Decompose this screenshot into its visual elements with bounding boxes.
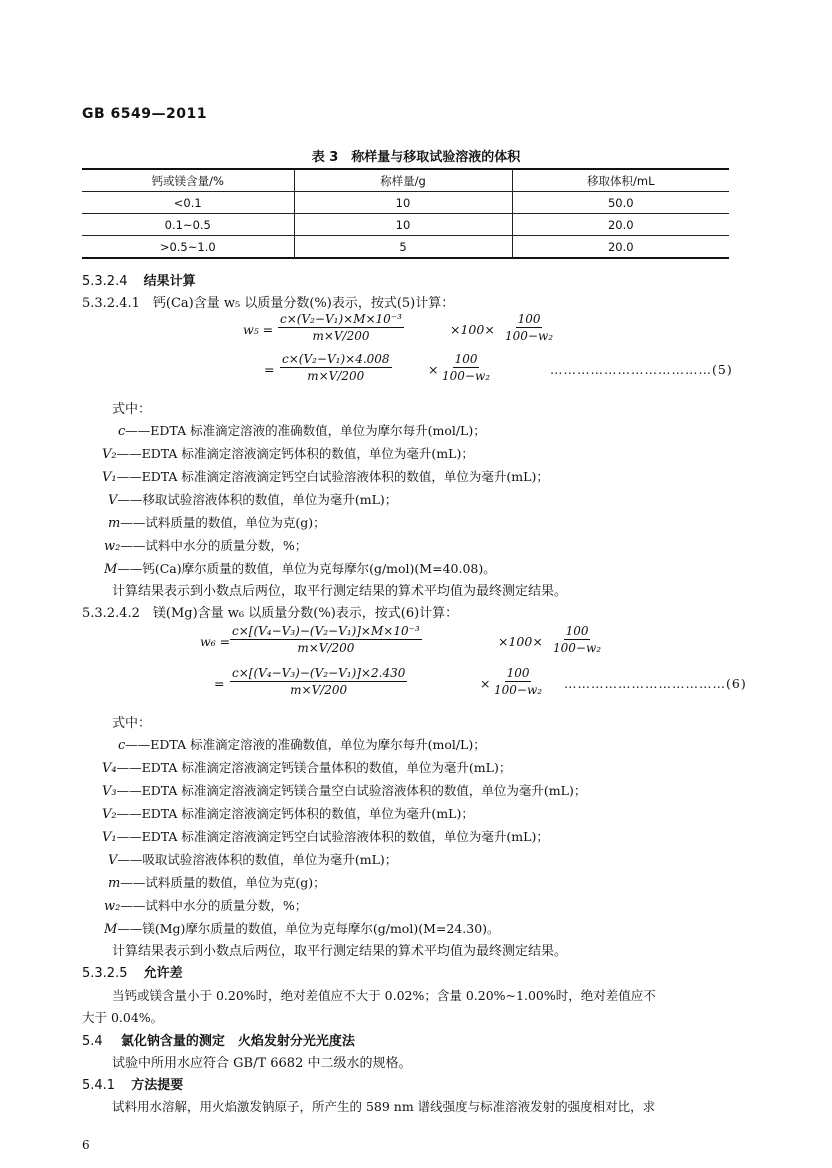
- operator: ×: [480, 676, 491, 691]
- numerator: c×(V₂−V₁)×M×10⁻³: [280, 312, 402, 326]
- variable-item: [108, 512, 326, 531]
- paragraph: 当钙或镁含量小于 0.20%时，绝对差值应不大于 0.02%；含量 0.20%~1.00%时，绝对差值应不: [112, 988, 656, 1003]
- table-cell: 50.0: [512, 192, 729, 214]
- variable-item: [102, 466, 549, 485]
- table-header-cell: 钙或镁含量/%: [82, 169, 294, 192]
- variable-description: ——EDTA 标准滴定溶液滴定钙体积的数值，单位为毫升(mL)；: [116, 806, 474, 821]
- variable-symbol: V: [108, 853, 118, 868]
- fraction: [553, 624, 601, 655]
- denominator: 100−w₂: [553, 641, 602, 655]
- table-cell: 5: [294, 236, 512, 259]
- variable-item: [102, 780, 586, 799]
- variable-symbol: V₁: [102, 830, 117, 845]
- table-header-cell: 移取体积/mL: [512, 169, 729, 192]
- section-title: 结果计算: [143, 274, 196, 289]
- denominator: m×V/200: [290, 683, 348, 697]
- paragraph: 计算结果表示到小数点后两位，取平行测定结果的算术平均值为最终测定结果。: [112, 944, 568, 959]
- section-title: 方法提要: [131, 1078, 184, 1093]
- equation-number: ………………………………(5): [550, 362, 733, 377]
- table-row: [82, 236, 729, 259]
- variable-symbol: V₂: [102, 447, 117, 462]
- variable-description: ——EDTA 标准滴定溶液滴定钙空白试验溶液体积的数值，单位为毫升(mL)；: [116, 469, 549, 484]
- variable-symbol: V₄: [102, 761, 117, 776]
- variable-description: ——EDTA 标准滴定溶液滴定钙镁合量体积的数值，单位为毫升(mL)；: [116, 760, 512, 775]
- variable-item: [104, 918, 500, 937]
- equation-lhs: w₆ =: [200, 634, 231, 649]
- variable-description: ——试料质量的数值，单位为克(g)；: [120, 515, 326, 530]
- fraction: [230, 666, 407, 697]
- variable-symbol: V₁: [102, 470, 117, 485]
- variable-item: [118, 420, 486, 439]
- numerator: 100: [506, 666, 530, 680]
- numerator: c×[(V₄−V₃)−(V₂−V₁)]×M×10⁻³: [232, 624, 420, 638]
- paragraph: 试料用水溶解，用火焰激发钠原子，所产生的 589 nm 谱线强度与标准溶液发射的强度相对比，求: [112, 1099, 656, 1114]
- page-number: 6: [82, 1138, 90, 1152]
- variable-description: ——EDTA 标准滴定溶液滴定钙镁合量空白试验溶液体积的数值，单位为毫升(mL)；: [116, 783, 587, 798]
- fraction: [505, 312, 553, 343]
- variable-symbol: c: [118, 424, 126, 439]
- equation-number: ………………………………(6): [564, 676, 747, 691]
- section-number: 5.3.2.5: [82, 966, 128, 981]
- variable-description: ——吸取试验溶液体积的数值，单位为毫升(mL)；: [117, 852, 398, 867]
- denominator: m×V/200: [307, 369, 365, 383]
- denominator: m×V/200: [297, 641, 355, 655]
- paragraph: 计算结果表示到小数点后两位，取平行测定结果的算术平均值为最终测定结果。: [112, 584, 568, 599]
- equation-lhs: =: [214, 676, 225, 691]
- table-cell: 10: [294, 214, 512, 236]
- variable-item: [104, 535, 307, 554]
- variable-symbol: m: [108, 876, 121, 891]
- table-cell: 10: [294, 192, 512, 214]
- fraction: [494, 666, 542, 697]
- where-label: 式中：: [112, 402, 152, 417]
- variable-symbol: V₂: [102, 807, 117, 822]
- operator: ×100×: [450, 322, 495, 337]
- table-cell: 0.1~0.5: [82, 214, 294, 236]
- numerator: 100: [454, 352, 478, 366]
- paragraph: 大于 0.04%。: [82, 1010, 164, 1025]
- variable-symbol: V: [108, 493, 118, 508]
- numerator: c×(V₂−V₁)×4.008: [282, 352, 390, 366]
- denominator: 100−w₂: [505, 329, 554, 343]
- variable-symbol: m: [108, 516, 121, 531]
- variable-item: [102, 443, 474, 462]
- section-heading: [82, 1074, 183, 1093]
- variable-item: [104, 895, 307, 914]
- variable-description: ——试料质量的数值，单位为克(g)；: [120, 875, 326, 890]
- variable-description: ——EDTA 标准滴定溶液的准确数值，单位为摩尔每升(mol/L)；: [125, 423, 486, 438]
- numerator: c×[(V₄−V₃)−(V₂−V₁)]×2.430: [232, 666, 406, 680]
- variable-item: [118, 734, 486, 753]
- variable-description: ——EDTA 标准滴定溶液的准确数值，单位为摩尔每升(mol/L)；: [125, 737, 486, 752]
- operator: ×100×: [498, 634, 543, 649]
- table-cell: >0.5~1.0: [82, 236, 294, 259]
- variable-symbol: w₂: [104, 899, 121, 914]
- variable-description: ——试料中水分的质量分数，%；: [120, 898, 308, 913]
- paragraph: 5.3.2.4.2 镁(Mg)含量 w₆ 以质量分数(%)表示，按式(6)计算：: [82, 606, 459, 621]
- table-3: [82, 168, 729, 259]
- equation-lhs: w₅ =: [243, 322, 274, 337]
- table-row: [82, 214, 729, 236]
- table-cell: 20.0: [512, 214, 729, 236]
- variable-symbol: M: [104, 562, 118, 577]
- variable-item: [108, 849, 397, 868]
- table-caption: 表 3 称样量与移取试验溶液的体积: [311, 150, 521, 165]
- where-label: 式中：: [112, 716, 152, 731]
- table-header-cell: 称样量/g: [294, 169, 512, 192]
- variable-symbol: w₂: [104, 539, 121, 554]
- section-heading: [82, 270, 196, 289]
- numerator: 100: [565, 624, 589, 638]
- paragraph: 试验中所用水应符合 GB/T 6682 中二级水的规格。: [112, 1056, 412, 1071]
- equation-lhs: =: [264, 362, 275, 377]
- section-number: 5.4: [82, 1034, 103, 1049]
- variable-description: ——试料中水分的质量分数，%；: [120, 538, 308, 553]
- table-cell: 20.0: [512, 236, 729, 259]
- variable-item: [108, 489, 397, 508]
- section-number: 5.4.1: [82, 1078, 116, 1093]
- section-title: 允许差: [143, 966, 183, 981]
- fraction: [230, 624, 422, 655]
- variable-symbol: V₃: [102, 784, 117, 799]
- standard-code: GB 6549—2011: [82, 106, 207, 122]
- operator: ×: [428, 362, 439, 377]
- numerator: 100: [517, 312, 541, 326]
- variable-symbol: M: [104, 922, 118, 937]
- variable-item: [104, 558, 496, 577]
- variable-description: ——镁(Mg)摩尔质量的数值，单位为克每摩尔(g/mol)(M=24.30)。: [117, 921, 500, 936]
- variable-description: ——EDTA 标准滴定溶液滴定钙空白试验溶液体积的数值，单位为毫升(mL)；: [116, 829, 549, 844]
- fraction: [442, 352, 490, 383]
- variable-item: [102, 826, 549, 845]
- section-title: 氯化钠含量的测定 火焰发射分光光度法: [120, 1034, 355, 1049]
- variable-item: [102, 803, 474, 822]
- variable-symbol: c: [118, 738, 126, 753]
- fraction: [278, 312, 404, 343]
- variable-description: ——EDTA 标准滴定溶液滴定钙体积的数值，单位为毫升(mL)；: [116, 446, 474, 461]
- paragraph: 5.3.2.4.1 钙(Ca)含量 w₅ 以质量分数(%)表示，按式(5)计算：: [82, 296, 455, 311]
- variable-description: ——钙(Ca)摩尔质量的数值，单位为克每摩尔(g/mol)(M=40.08)。: [117, 561, 496, 576]
- denominator: 100−w₂: [442, 369, 491, 383]
- variable-item: [108, 872, 326, 891]
- denominator: 100−w₂: [494, 683, 543, 697]
- variable-item: [102, 757, 511, 776]
- section-number: 5.3.2.4: [82, 274, 128, 289]
- variable-description: ——移取试验溶液体积的数值，单位为毫升(mL)；: [117, 492, 398, 507]
- section-heading: [82, 962, 183, 981]
- table-header-row: [82, 169, 729, 192]
- table-cell: <0.1: [82, 192, 294, 214]
- denominator: m×V/200: [312, 329, 370, 343]
- fraction: [280, 352, 392, 383]
- table-row: [82, 192, 729, 214]
- section-heading: [82, 1030, 355, 1049]
